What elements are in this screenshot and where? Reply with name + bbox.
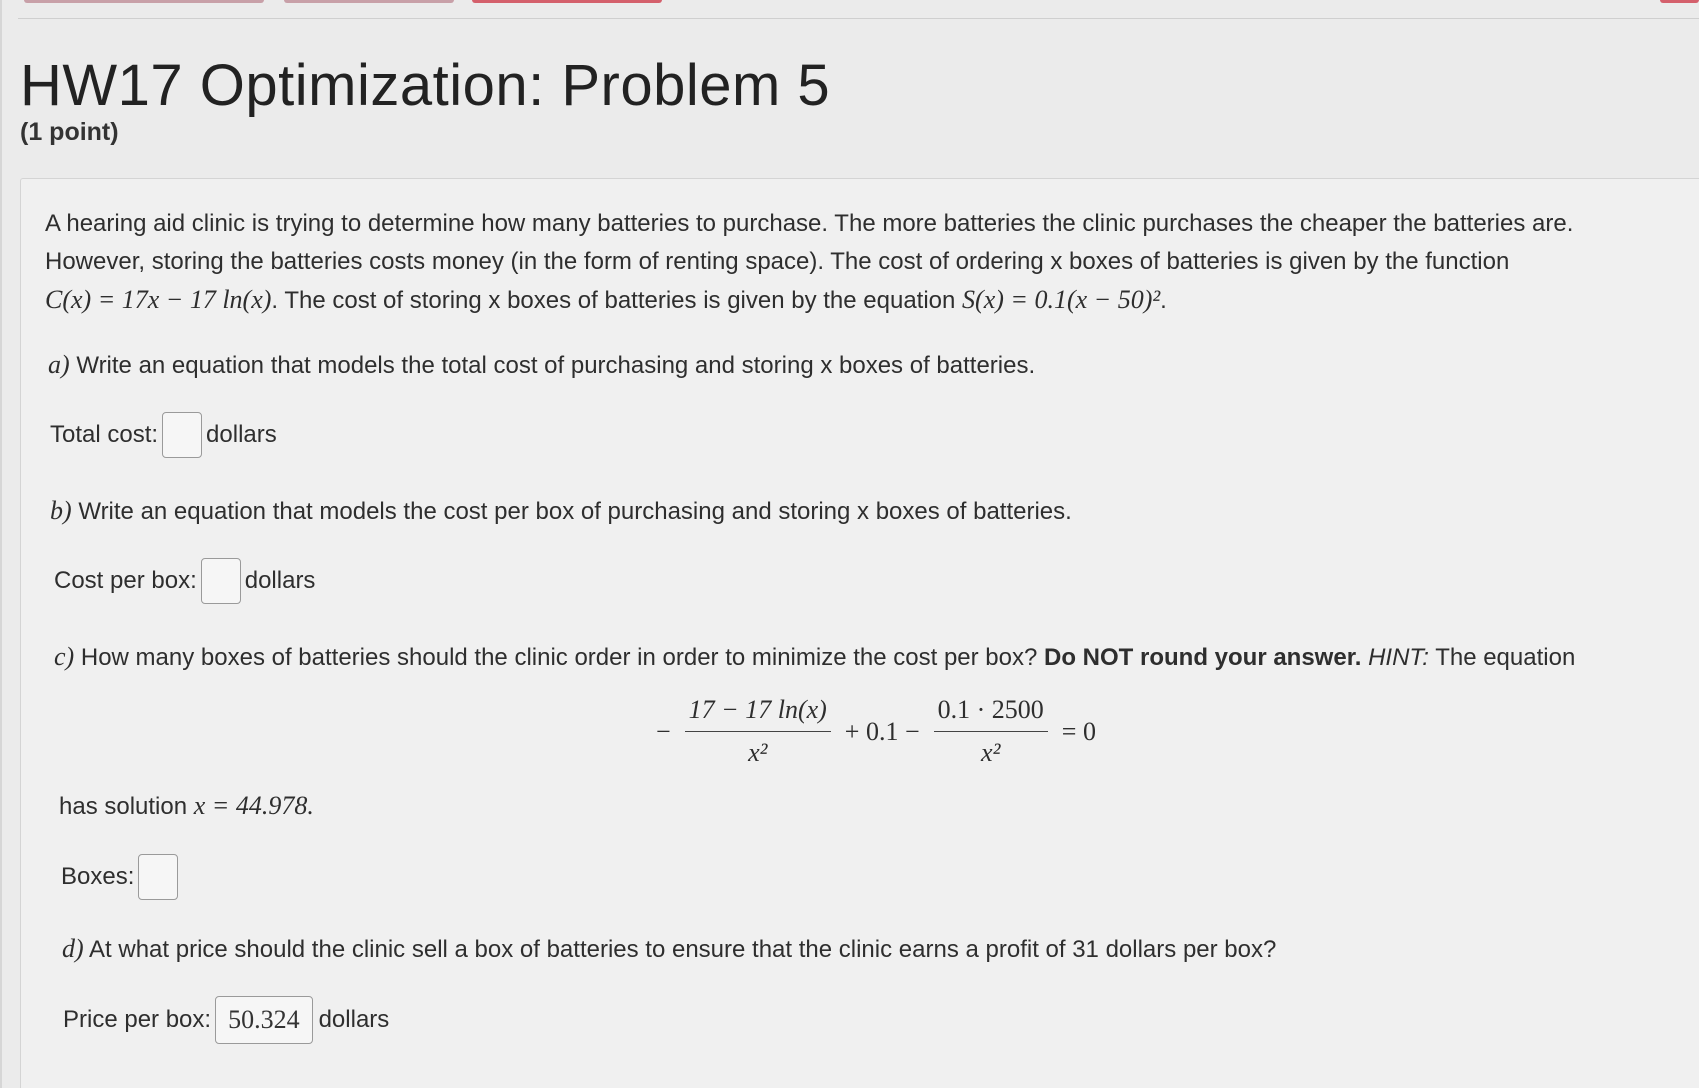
cost-per-box-unit: dollars: [244, 567, 316, 594]
top-tab-2[interactable]: [284, 0, 454, 3]
part-b-text: Write an equation that models the cost per box of purchasing and storing x boxes of batteries.: [78, 498, 1072, 525]
cost-function: C(x) = 17x − 17 ln(x): [45, 285, 272, 314]
hint-label: HINT:: [1368, 644, 1429, 671]
part-c-bold-note: Do NOT round your answer.: [1044, 644, 1362, 671]
fraction-2-denominator: x²: [981, 738, 1001, 767]
part-d-question: [62, 930, 1276, 969]
fraction-2-numerator: 0.1 · 2500: [934, 695, 1048, 732]
boxes-input[interactable]: [138, 854, 178, 900]
intro-line-1: A hearing aid clinic is trying to determine how many batteries to purchase. The more batteries the clinic purchases the cheaper the batteries are.: [45, 210, 1574, 237]
part-d-text: At what price should the clinic sell a box of batteries to ensure that the clinic earns a profit of 31 dollars per box?: [89, 936, 1277, 963]
part-c-label: c): [54, 642, 75, 671]
top-tab-1[interactable]: [24, 0, 264, 3]
solution-math: x = 44.978.: [193, 791, 314, 820]
hint-equation: [650, 695, 1102, 768]
part-a-text: Write an equation that models the total cost of purchasing and storing x boxes of batteries.: [76, 352, 1036, 379]
part-d-answer-row: [63, 996, 389, 1044]
top-tab-strip: [0, 0, 1699, 20]
solution-line: [59, 787, 314, 826]
part-b-question: [50, 492, 1072, 531]
hint-text: The equation: [1435, 644, 1576, 671]
price-per-box-input[interactable]: 50.324: [215, 996, 313, 1044]
storage-function: S(x) = 0.1(x − 50)²: [962, 285, 1161, 314]
point-value: (1 point): [20, 118, 119, 146]
fraction-1-numerator: 17 − 17 ln(x): [685, 695, 831, 732]
boxes-label: Boxes:: [61, 863, 135, 890]
part-b-answer-row: [54, 558, 315, 604]
part-a-question: [48, 346, 1035, 385]
equation-lead-sign: −: [656, 716, 671, 746]
intro-line-3-end: .: [1160, 287, 1167, 314]
equation-fraction-1: [685, 695, 831, 768]
part-b-label: b): [50, 496, 72, 525]
equation-fraction-2: [934, 695, 1048, 768]
page-title: HW17 Optimization: Problem 5: [20, 53, 831, 118]
equation-middle: + 0.1 −: [844, 716, 920, 746]
total-cost-label: Total cost:: [50, 421, 159, 448]
top-tab-4[interactable]: [1660, 0, 1699, 3]
intro-line-3: [45, 281, 1167, 320]
total-cost-input[interactable]: [162, 412, 202, 458]
part-c-answer-row: [61, 854, 182, 900]
part-d-label: d): [62, 934, 84, 963]
cost-per-box-label: Cost per box:: [54, 567, 197, 594]
solution-text: has solution: [59, 793, 188, 820]
price-per-box-unit: dollars: [318, 1006, 390, 1033]
part-c-question: [54, 638, 1575, 677]
top-tab-3[interactable]: [472, 0, 662, 3]
left-edge: [0, 0, 2, 1088]
part-a-label: a): [48, 350, 70, 379]
header-divider: [18, 18, 1699, 19]
price-per-box-label: Price per box:: [63, 1006, 212, 1033]
intro-line-2: However, storing the batteries costs money (in the form of renting space). The cost of ordering x boxes of batteries is given by the function: [45, 248, 1510, 275]
part-a-answer-row: [50, 412, 277, 458]
equation-rhs: = 0: [1061, 716, 1096, 746]
cost-per-box-input[interactable]: [201, 558, 241, 604]
part-c-text: How many boxes of batteries should the clinic order in order to minimize the cost per box?: [80, 644, 1038, 671]
total-cost-unit: dollars: [206, 421, 277, 448]
intro-line-3-mid: . The cost of storing x boxes of batteries is given by the equation: [271, 287, 956, 314]
fraction-1-denominator: x²: [748, 738, 768, 767]
